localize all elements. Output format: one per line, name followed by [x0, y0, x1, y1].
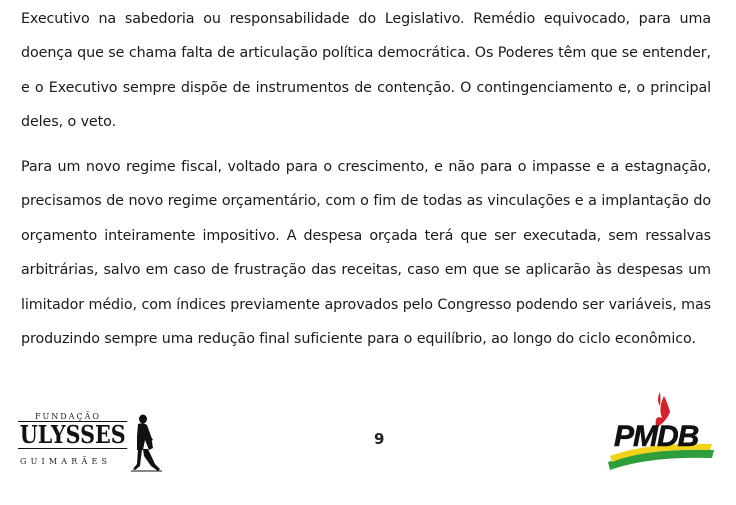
paragraph-1-container	[21, 2, 711, 140]
paragraph-2-container	[21, 150, 711, 356]
pmdb-logo-text: PMDB	[614, 420, 699, 453]
page-number: 9	[374, 430, 385, 448]
paragraph-1: Executivo na sabedoria ou responsabilidade do Legislativo. Remédio equivocado, para uma doença que se chama falta de articulação política democrática. Os Poderes têm que se entender, e o Executivo sempre dispõe de instrumentos de contenção. O contingenciamento e, o principal deles, o veto.	[21, 11, 711, 131]
pmdb-flame-logo	[606, 392, 716, 474]
logo-line-ulysses: ULYSSES	[19, 420, 126, 449]
fundacao-ulysses-guimaraes-logo	[18, 412, 163, 474]
walking-man-icon	[131, 414, 163, 472]
logo-line-guimaraes: GUIMARÃES	[20, 457, 112, 466]
logo-line-fundacao: FUNDAÇÃO	[35, 412, 101, 421]
paragraph-2: Para um novo regime fiscal, voltado para o crescimento, e não para o impasse e a estagnação, precisamos de novo regime orçamentário, com o fim de todas as vinculações e a implantação do orçamento inteiramente impositivo. A despesa orçada terá que ser executada, sem ressalvas arbitrárias, salvo em caso de frustração das receitas, caso em que se aplicarão às despesas um limitador médio, com índices previamente aprovados pelo Congresso podendo ser variáveis, mas produzindo sempre uma redução final suficiente para o equilíbrio, ao longo do ciclo econômico.	[21, 159, 711, 348]
